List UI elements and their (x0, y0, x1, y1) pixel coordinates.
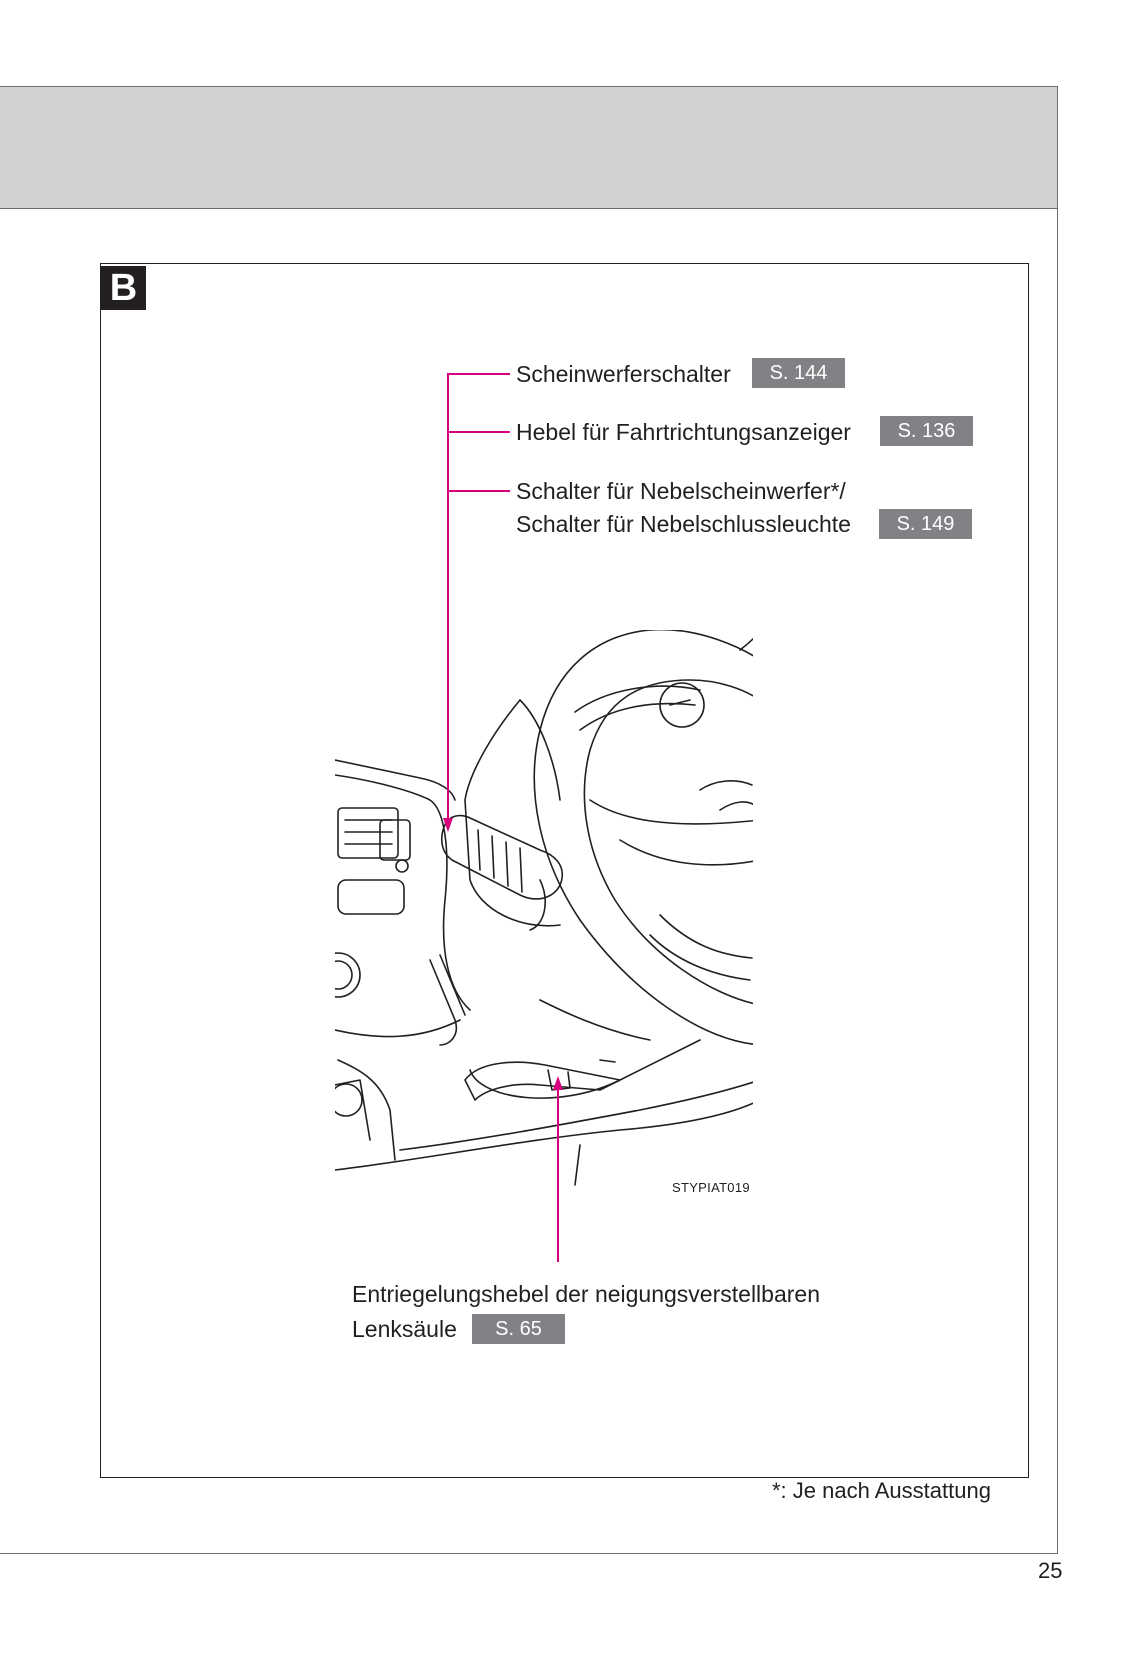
arrow-head-icon (553, 1076, 563, 1090)
ref-badge-headlight[interactable]: S. 144 (752, 358, 845, 388)
ref-badge-fog-light[interactable]: S. 149 (879, 509, 972, 539)
callout-tilt-release-lever: Entriegelungshebel der neigungsverstellbaren (352, 1281, 820, 1307)
illustration-code: STYPIAT019 (672, 1180, 750, 1195)
page-number: 25 (1038, 1558, 1063, 1583)
callout-rear-fog-light-switch: Schalter für Nebelschlussleuchte (516, 511, 851, 537)
callout-turn-signal-lever: Hebel für Fahrtrichtungsanzeiger (516, 419, 851, 445)
callout-headlight-switch: Scheinwerferschalter (516, 361, 731, 387)
footnote: *: Je nach Ausstattung (772, 1478, 991, 1503)
leader-line-headlight (448, 374, 510, 826)
ref-badge-turn-signal[interactable]: S. 136 (880, 416, 973, 446)
callout-fog-light-switch: Schalter für Nebelscheinwerfer*/ (516, 478, 846, 504)
section-badge: B (101, 266, 146, 310)
ref-badge-tilt-lever[interactable]: S. 65 (472, 1314, 565, 1344)
callout-steering-column: Lenksäule (352, 1316, 457, 1342)
